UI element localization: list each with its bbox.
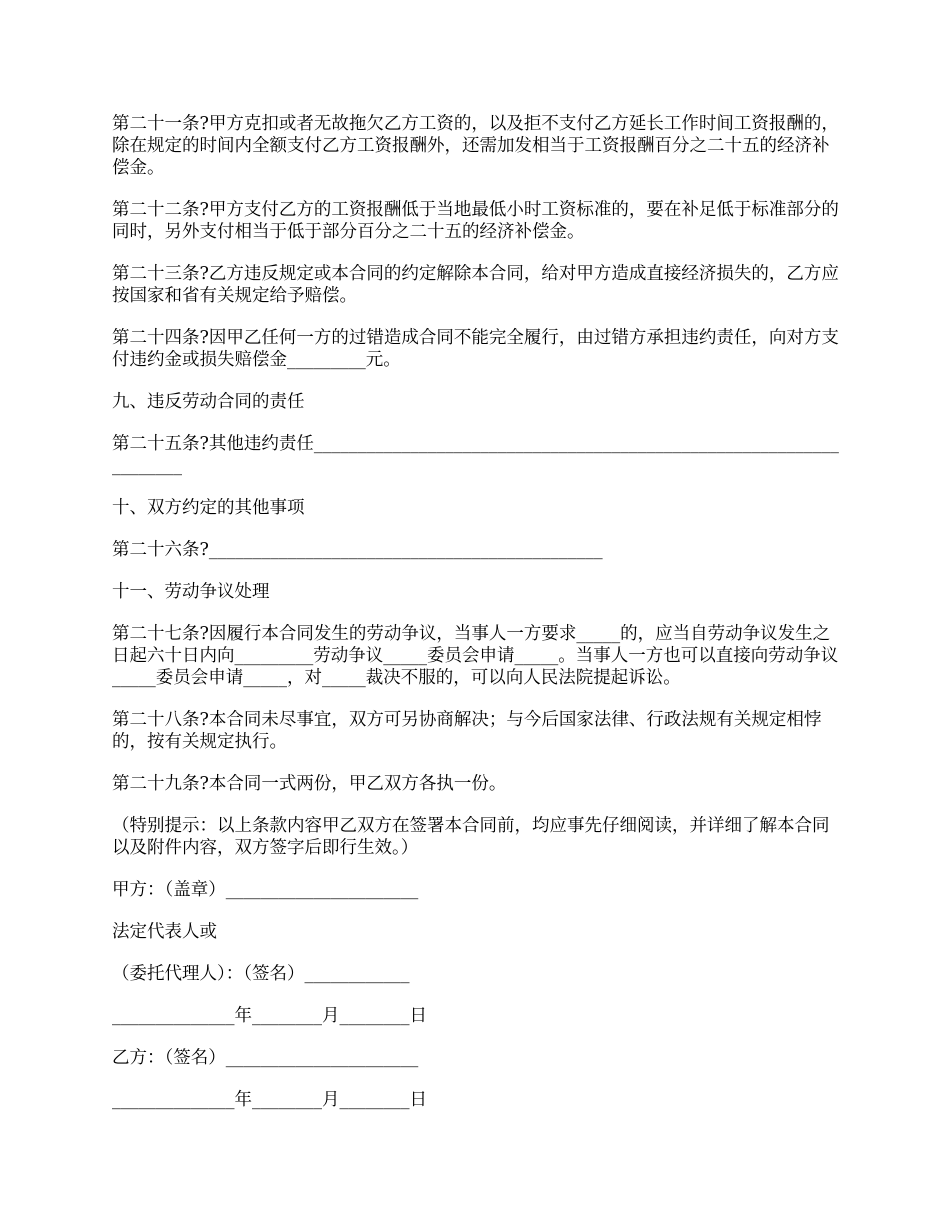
section-heading-11: 十一、劳动争议处理	[112, 582, 270, 602]
legal-representative-label: 法定代表人或	[112, 922, 217, 942]
special-note: （特别提示：以上条款内容甲乙双方在签署本合同前，均应事先仔细阅读，并详细了解本合同以及附件内容，双方签字后即行生效。）	[112, 816, 830, 858]
article-21: 第二十一条?甲方克扣或者无故拖欠乙方工资的，以及拒不支付乙方延长工作时间工资报酬的，除在规定的时间内全额支付乙方工资报酬外，还需加发相当于工资报酬百分之二十五的经济补偿金。	[112, 114, 839, 178]
document-body	[112, 113, 842, 1131]
party-a-date-line: ______________年________月________日	[112, 1006, 427, 1026]
article-27: 第二十七条?因履行本合同发生的劳动争议，当事人一方要求_____的，应当自劳动争议发生之日起六十日内向_________劳动争议_____委员会申请_____。当事人一方也可以直接向劳动争议_____委员会申请_____，对_____裁决不服的，可以向人民法院提起诉讼。	[112, 624, 839, 688]
article-25: 第二十五条?其他违约责任____________________________________________________________________	[112, 434, 839, 476]
party-b-date-line: ______________年________月________日	[112, 1090, 427, 1110]
agent-signature-line: （委托代理人）：（签名）____________	[112, 964, 410, 984]
article-26: 第二十六条?_____________________________________________	[112, 540, 603, 560]
party-a-seal-line: 甲方：（盖章）______________________	[112, 880, 419, 900]
article-22: 第二十二条?甲方支付乙方的工资报酬低于当地最低小时工资标准的，要在补足低于标准部分的同时，另外支付相当于低于部分百分之二十五的经济补偿金。	[112, 200, 839, 242]
article-24: 第二十四条?因甲乙任何一方的过错造成合同不能完全履行，由过错方承担违约责任，向对方支付违约金或损失赔偿金_________元。	[112, 328, 839, 370]
article-28: 第二十八条?本合同未尽事宜，双方可另协商解决；与今后国家法律、行政法规有关规定相悖的，按有关规定执行。	[112, 710, 822, 752]
article-23: 第二十三条?乙方违反规定或本合同的约定解除本合同，给对甲方造成直接经济损失的，乙方应按国家和省有关规定给予赔偿。	[112, 264, 839, 306]
party-b-signature-line: 乙方：（签名）______________________	[112, 1048, 419, 1068]
section-heading-9: 九、违反劳动合同的责任	[112, 392, 305, 412]
article-29: 第二十九条?本合同一式两份，甲乙双方各执一份。	[112, 774, 507, 794]
section-heading-10: 十、双方约定的其他事项	[112, 498, 305, 518]
